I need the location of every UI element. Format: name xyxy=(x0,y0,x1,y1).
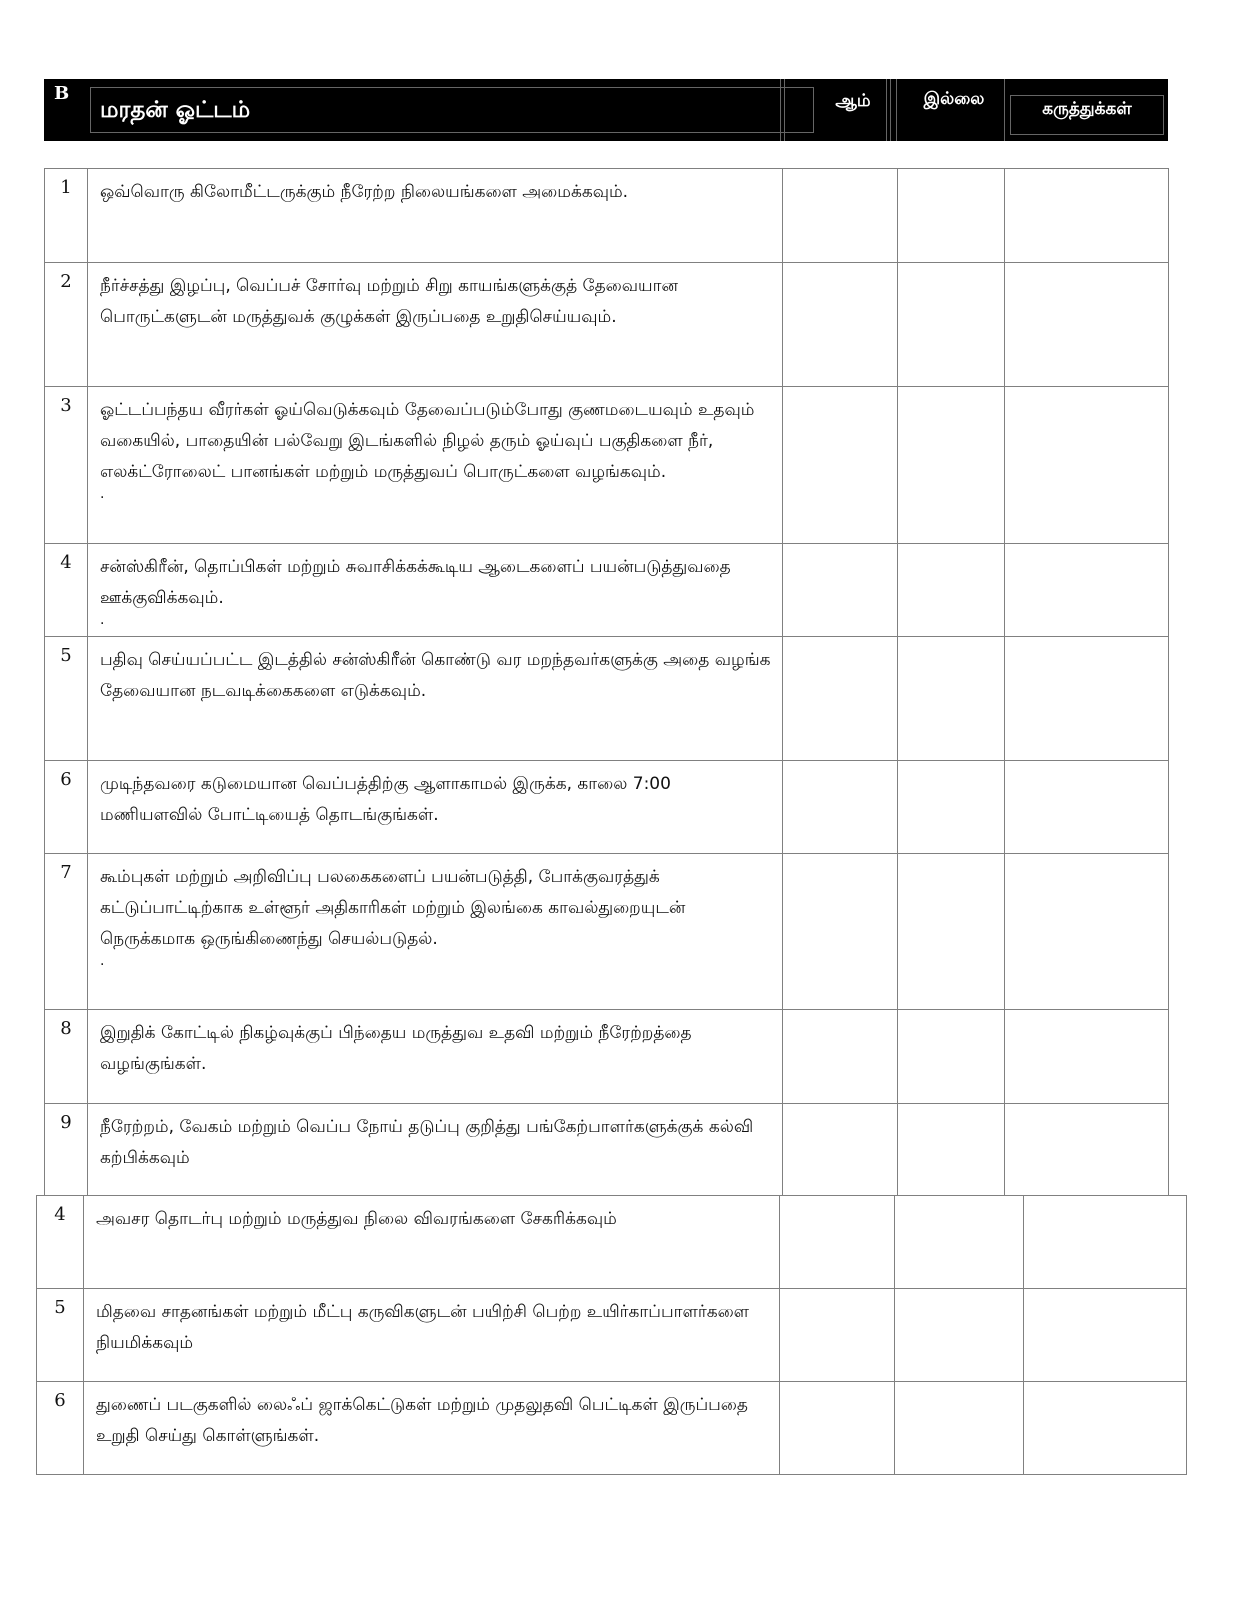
table-row xyxy=(45,854,1169,1010)
comments-cell[interactable] xyxy=(1024,1196,1187,1289)
divider xyxy=(780,79,781,141)
section-letter: B xyxy=(54,83,70,104)
no-cell[interactable] xyxy=(898,637,1005,761)
column-header-no: இல்லை xyxy=(923,89,985,109)
no-cell[interactable] xyxy=(895,1196,1024,1289)
dot-mark: . xyxy=(100,612,105,628)
no-cell[interactable] xyxy=(898,387,1005,544)
row-text: ஒவ்வொரு கிலோமீட்டருக்கும் நீரேற்ற நிலையங்களை அமைக்கவும். xyxy=(88,169,783,263)
no-cell[interactable] xyxy=(898,854,1005,1010)
dot-mark: . xyxy=(100,953,105,969)
row-text: முடிந்தவரை கடுமையான வெப்பத்திற்கு ஆளாகாமல் இருக்க, காலை 7:00 மணியளவில் போட்டியைத் தொடங்குங்கள். xyxy=(88,761,783,854)
yes-cell[interactable] xyxy=(780,1382,895,1475)
no-cell[interactable] xyxy=(895,1289,1024,1382)
row-text: அவசர தொடர்பு மற்றும் மருத்துவ நிலை விவரங்களை சேகரிக்கவும் xyxy=(84,1196,780,1289)
yes-cell[interactable] xyxy=(780,1289,895,1382)
checklist-table xyxy=(44,168,1169,1196)
no-cell[interactable] xyxy=(898,169,1005,263)
yes-cell[interactable] xyxy=(783,1010,898,1104)
yes-cell[interactable] xyxy=(783,637,898,761)
no-cell[interactable] xyxy=(895,1382,1024,1475)
no-cell[interactable] xyxy=(898,544,1005,637)
dot-mark: . xyxy=(100,486,105,502)
comments-cell[interactable] xyxy=(1005,1010,1169,1104)
yes-cell[interactable] xyxy=(783,854,898,1010)
comments-cell[interactable] xyxy=(1024,1382,1187,1475)
column-header-yes: ஆம் xyxy=(835,91,871,111)
divider xyxy=(896,79,897,141)
comments-cell[interactable] xyxy=(1005,854,1169,1010)
table-row xyxy=(45,544,1169,637)
table-row xyxy=(37,1196,1187,1289)
divider xyxy=(784,79,785,141)
yes-cell[interactable] xyxy=(783,544,898,637)
table-row xyxy=(45,1010,1169,1104)
divider xyxy=(890,79,891,141)
table-row xyxy=(45,263,1169,387)
row-text: நீரேற்றம், வேகம் மற்றும் வெப்ப நோய் தடுப்பு குறித்து பங்கேற்பாளர்களுக்குக் கல்வி கற்பிக்கவும் xyxy=(88,1104,783,1196)
yes-cell[interactable] xyxy=(783,761,898,854)
row-number: 3 xyxy=(45,387,88,544)
no-cell[interactable] xyxy=(898,1104,1005,1196)
comments-cell[interactable] xyxy=(1005,169,1169,263)
row-text: சன்ஸ்கிரீன், தொப்பிகள் மற்றும் சுவாசிக்கக்கூடிய ஆடைகளைப் பயன்படுத்துவதை ஊக்குவிக்கவும். . xyxy=(88,544,783,637)
row-number: 7 xyxy=(45,854,88,1010)
row-number: 8 xyxy=(45,1010,88,1104)
yes-cell[interactable] xyxy=(783,169,898,263)
row-text: இறுதிக் கோட்டில் நிகழ்வுக்குப் பிந்தைய மருத்துவ உதவி மற்றும் நீரேற்றத்தை வழங்குங்கள். xyxy=(88,1010,783,1104)
no-cell[interactable] xyxy=(898,1010,1005,1104)
row-number: 4 xyxy=(37,1196,84,1289)
column-header-comments: கருத்துக்கள் xyxy=(1042,99,1132,119)
comments-cell[interactable] xyxy=(1005,263,1169,387)
section-title: மரதன் ஓட்டம் xyxy=(100,97,251,123)
comments-cell[interactable] xyxy=(1024,1289,1187,1382)
row-number: 4 xyxy=(45,544,88,637)
row-number: 1 xyxy=(45,169,88,263)
comments-cell[interactable] xyxy=(1005,387,1169,544)
comments-cell[interactable] xyxy=(1005,544,1169,637)
yes-cell[interactable] xyxy=(783,387,898,544)
row-number: 6 xyxy=(45,761,88,854)
table-row xyxy=(45,387,1169,544)
row-number: 9 xyxy=(45,1104,88,1196)
yes-cell[interactable] xyxy=(783,1104,898,1196)
row-text: ஓட்டப்பந்தய வீரர்கள் ஓய்வெடுக்கவும் தேவைப்படும்போது குணமடையவும் உதவும் வகையில், பாதையின் பல்வேறு இடங்களில் நிழல் தரும் ஓய்வுப் பகுதிகளை நீர், எலக்ட்ரோலைட் பானங்கள் மற்றும் மருத்துவப் பொருட்களை வழங்கவும். . xyxy=(88,387,783,544)
section-header-bar xyxy=(44,79,1168,141)
no-cell[interactable] xyxy=(898,263,1005,387)
yes-cell[interactable] xyxy=(780,1196,895,1289)
checklist-table-continued xyxy=(36,1195,1187,1475)
row-text: துணைப் படகுகளில் லைஃப் ஜாக்கெட்டுகள் மற்றும் முதலுதவி பெட்டிகள் இருப்பதை உறுதி செய்து கொள்ளுங்கள். xyxy=(84,1382,780,1475)
row-number: 5 xyxy=(37,1289,84,1382)
table-row xyxy=(37,1382,1187,1475)
table-row xyxy=(45,1104,1169,1196)
row-number: 5 xyxy=(45,637,88,761)
row-text: மிதவை சாதனங்கள் மற்றும் மீட்பு கருவிகளுடன் பயிற்சி பெற்ற உயிர்காப்பாளர்களை நியமிக்கவும் xyxy=(84,1289,780,1382)
table-row xyxy=(45,761,1169,854)
row-number: 2 xyxy=(45,263,88,387)
row-text: பதிவு செய்யப்பட்ட இடத்தில் சன்ஸ்கிரீன் கொண்டு வர மறந்தவர்களுக்கு அதை வழங்க தேவையான நடவடிக்கைகளை எடுக்கவும். xyxy=(88,637,783,761)
row-number: 6 xyxy=(37,1382,84,1475)
table-row xyxy=(37,1289,1187,1382)
no-cell[interactable] xyxy=(898,761,1005,854)
table-row xyxy=(45,637,1169,761)
comments-cell[interactable] xyxy=(1005,761,1169,854)
comments-cell[interactable] xyxy=(1005,1104,1169,1196)
comments-cell[interactable] xyxy=(1005,637,1169,761)
row-text: நீர்ச்சத்து இழப்பு, வெப்பச் சோர்வு மற்றும் சிறு காயங்களுக்குத் தேவையான பொருட்களுடன் மருத்துவக் குழுக்கள் இருப்பதை உறுதிசெய்யவும். xyxy=(88,263,783,387)
yes-cell[interactable] xyxy=(783,263,898,387)
table-row xyxy=(45,169,1169,263)
row-text: கூம்புகள் மற்றும் அறிவிப்பு பலகைகளைப் பயன்படுத்தி, போக்குவரத்துக் கட்டுப்பாட்டிற்காக உள்ளூர் அதிகாரிகள் மற்றும் இலங்கை காவல்துறையுடன் நெருக்கமாக ஒருங்கிணைந்து செயல்படுதல். . xyxy=(88,854,783,1010)
